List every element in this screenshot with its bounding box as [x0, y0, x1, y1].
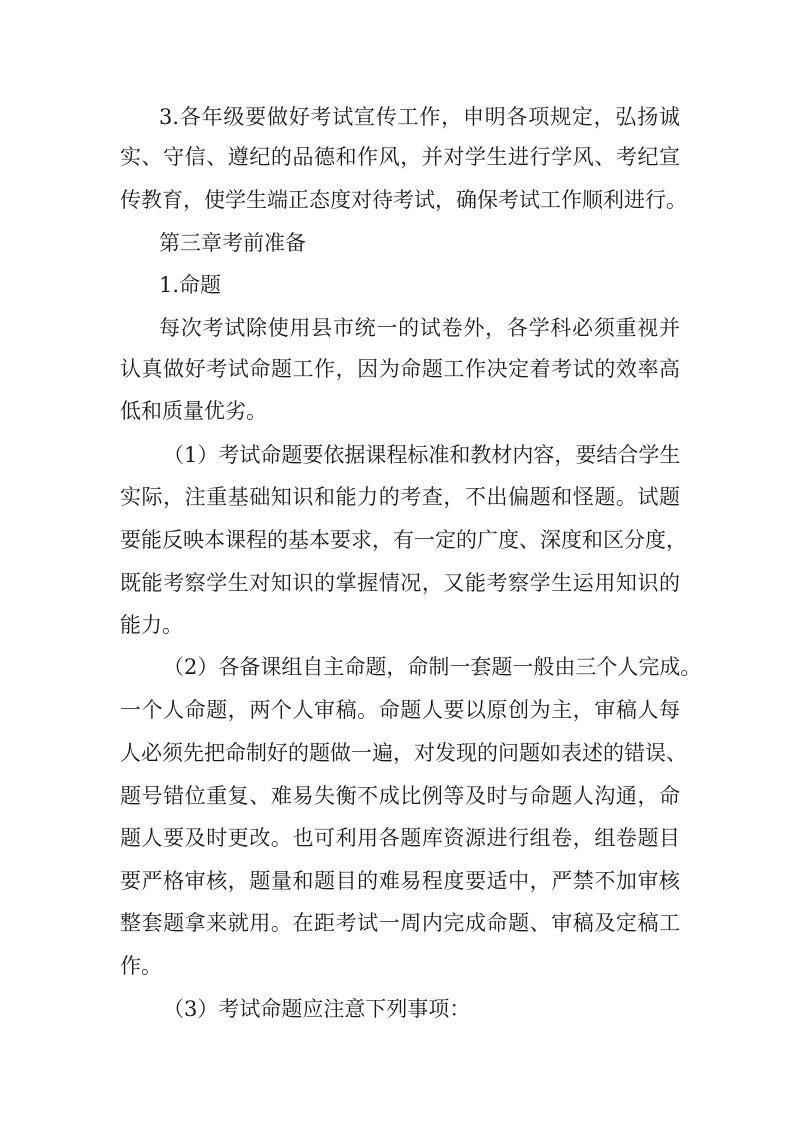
item-2-line-3: 人必须先把命制好的题做一遍，对发现的问题如表述的错误、 — [120, 741, 687, 765]
item-2-line-6: 要严格审核，题量和题目的难易程度要适中，严禁不加审核 — [120, 869, 680, 893]
paragraph-1-line-1: 3.各年级要做好考试宣传工作，申明各项规定，弘扬诚 — [159, 105, 680, 129]
chapter-heading: 第三章考前准备 — [159, 231, 306, 255]
item-3-line-1: （3）考试命题应注意下列事项： — [163, 997, 471, 1021]
paragraph-1-line-2: 实、守信、遵纪的品德和作风，并对学生进行学风、考纪宣 — [120, 145, 680, 169]
item-1-line-5: 能力。 — [120, 613, 183, 637]
paragraph-1-line-3: 传教育，使学生端正态度对待考试，确保考试工作顺利进行。 — [120, 188, 687, 212]
item-2-line-2: 一个人命题，两个人审稿。命题人要以原创为主，审稿人每 — [120, 698, 680, 722]
item-2-line-1: （2）各备课组自主命题，命制一套题一般由三个人完成。 — [163, 655, 702, 679]
paragraph-4-line-2: 认真做好考试命题工作，因为命题工作决定着考试的效率高 — [120, 357, 680, 381]
item-2-line-8: 作。 — [120, 954, 162, 978]
item-2-line-5: 题人要及时更改。也可利用各题库资源进行组卷，组卷题目 — [120, 826, 680, 850]
item-1-line-2: 实际，注重基础知识和能力的考查，不出偏题和怪题。试题 — [120, 485, 680, 509]
item-1-line-1: （1）考试命题要依据课程标准和教材内容，要结合学生 — [163, 443, 681, 467]
item-2-line-7: 整套题拿来就用。在距考试一周内完成命题、审稿及定稿工 — [120, 911, 680, 935]
section-heading: 1.命题 — [159, 273, 222, 297]
item-1-line-4: 既能考察学生对知识的掌握情况，又能考察学生运用知识的 — [120, 571, 680, 595]
paragraph-4-line-1: 每次考试除使用县市统一的试卷外，各学科必须重视并 — [159, 316, 680, 340]
paragraph-4-line-3: 低和质量优劣。 — [120, 399, 267, 423]
item-2-line-4: 题号错位重复、难易失衡不成比例等及时与命题人沟通，命 — [120, 784, 680, 808]
item-1-line-3: 要能反映本课程的基本要求，有一定的广度、深度和区分度， — [120, 528, 687, 552]
